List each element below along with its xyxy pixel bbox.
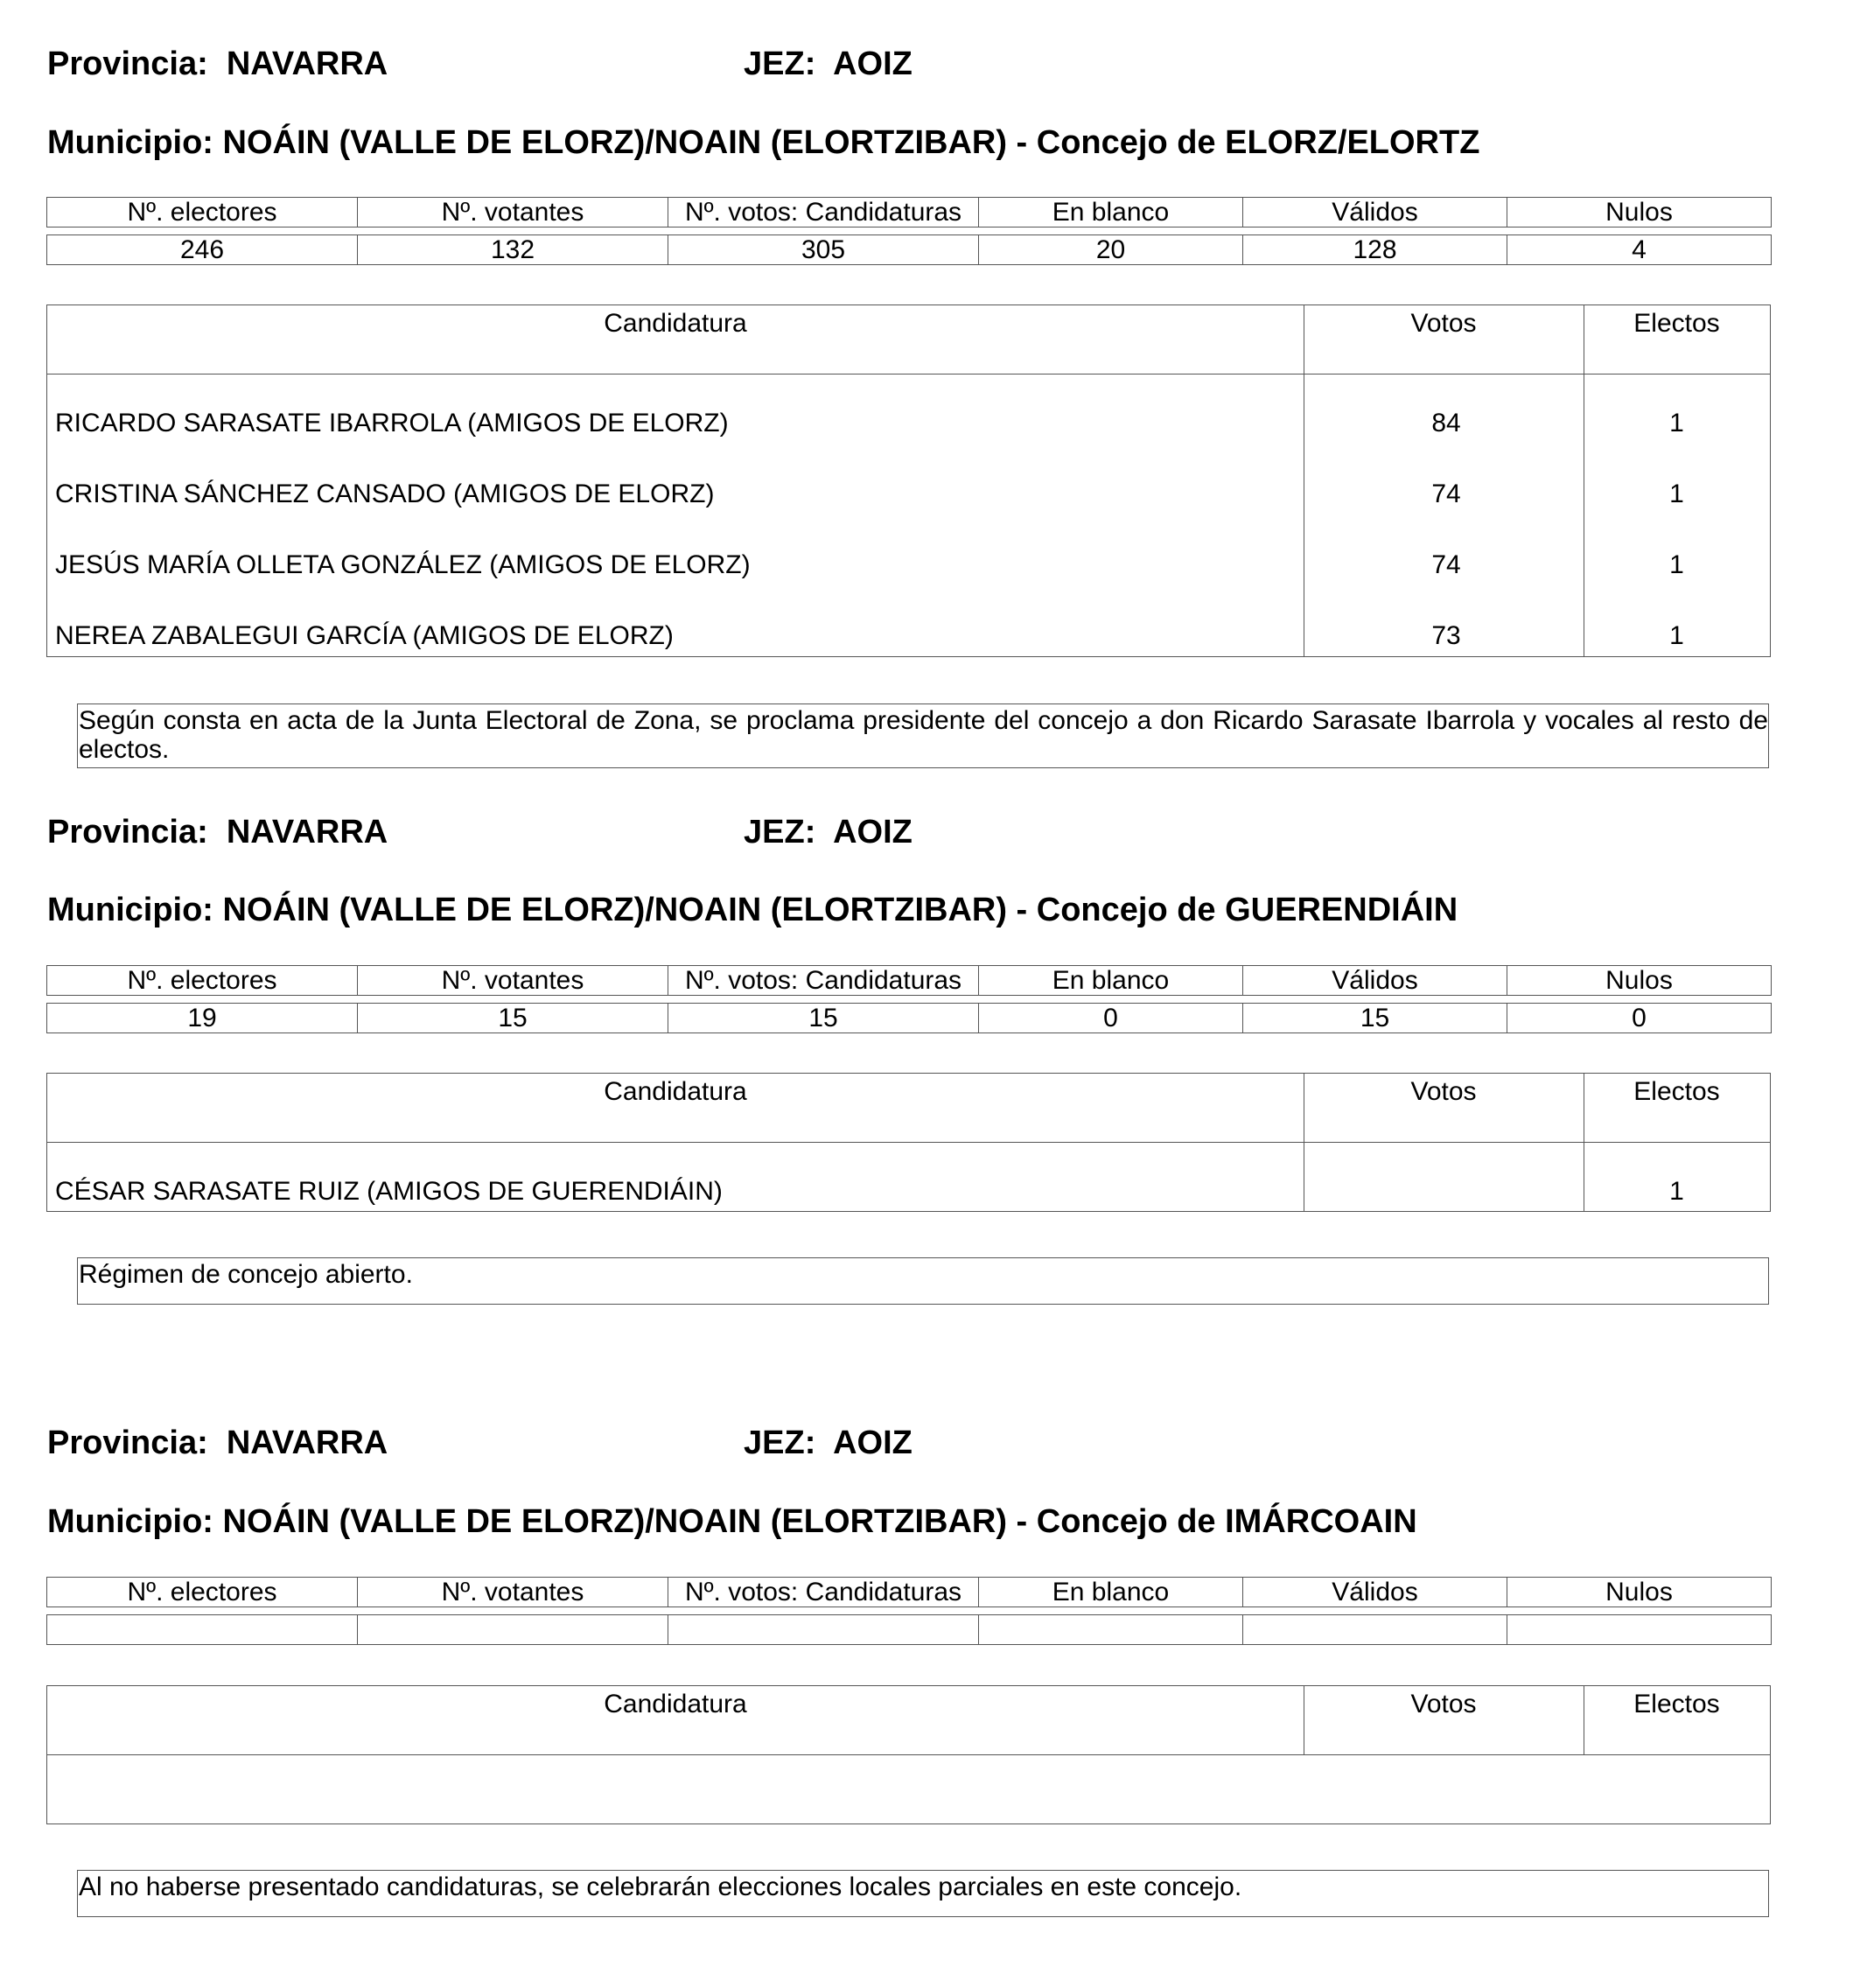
stats-value: 246 [47,235,358,265]
stats-value [979,1615,1243,1645]
stats-header: Válidos [1243,966,1507,996]
jez-line [744,814,913,851]
candidates-header [47,1074,1770,1143]
candidatura-header: Candidatura [604,1690,747,1718]
municipio-value: NOÁIN (VALLE DE ELORZ)/NOAIN (ELORTZIBAR) - Concejo de IMÁRCOAIN [222,1503,1417,1540]
stats-value: 15 [668,1004,979,1033]
candidate-votos: 84 [1431,409,1461,438]
stats-value: 4 [1507,235,1772,265]
stats-header: Nº. votos: Candidaturas [668,198,979,228]
stats-header: Nº. votantes [358,198,668,228]
stats-header: Nulos [1507,1578,1772,1607]
jez-value: AOIZ [833,46,913,82]
provincia-value: NAVARRA [226,46,388,82]
jez-label: JEZ: [744,1424,816,1461]
candidate-electos: 1 [1669,621,1684,650]
stats-value: 0 [1507,1004,1772,1033]
provincia-label: Provincia: [47,814,208,850]
candidate-row [47,445,1770,516]
candidate-name: RICARDO SARASATE IBARROLA (AMIGOS DE ELORZ) [55,409,729,438]
candidate-votos: 74 [1431,480,1461,508]
stats-value [1243,1615,1507,1645]
municipio-label: Municipio: [47,124,213,161]
stats-value [668,1615,979,1645]
candidate-electos: 1 [1669,480,1684,508]
electos-header: Electos [1633,309,1720,338]
candidate-electos: 1 [1669,409,1684,438]
stats-header: Nº. electores [47,1578,358,1607]
stats-table [46,197,1772,265]
stats-header: Nº. votantes [358,966,668,996]
stats-value: 15 [358,1004,668,1033]
provincia-line [47,1424,388,1462]
stats-value: 128 [1243,235,1507,265]
municipio-label: Municipio: [47,892,213,928]
candidate-name: CÉSAR SARASATE RUIZ (AMIGOS DE GUERENDIÁIN) [55,1177,723,1206]
provincia-value: NAVARRA [226,1424,388,1461]
provincia-line [47,46,388,83]
candidate-name: JESÚS MARÍA OLLETA GONZÁLEZ (AMIGOS DE ELORZ) [55,550,751,579]
candidatura-header: Candidatura [604,309,747,338]
candidate-votos: 74 [1431,550,1461,579]
provincia-label: Provincia: [47,1424,208,1461]
stats-value: 305 [668,235,979,265]
stats-value: 19 [47,1004,358,1033]
stats-value: 15 [1243,1004,1507,1033]
candidates-table [46,1073,1771,1212]
provincia-line [47,814,388,851]
stats-header: Nulos [1507,966,1772,996]
jez-line [744,46,913,83]
jez-label: JEZ: [744,814,816,850]
municipio-line [47,124,1479,162]
candidate-row [47,587,1770,658]
candidates-table [46,304,1771,657]
stats-value [1507,1615,1772,1645]
candidates-header [47,305,1770,374]
candidate-votos: 73 [1431,621,1461,650]
candidates-header [47,1686,1770,1755]
jez-value: AOIZ [833,1424,913,1461]
stats-header: Nº. votos: Candidaturas [668,1578,979,1607]
jez-line [744,1424,913,1462]
stats-value [47,1615,358,1645]
stats-value [358,1615,668,1645]
stats-table [46,965,1772,1033]
votos-header: Votos [1410,1077,1477,1106]
stats-header: Nº. electores [47,198,358,228]
stats-value-row [47,1004,1772,1033]
stats-header: Nº. votos: Candidaturas [668,966,979,996]
provincia-value: NAVARRA [226,814,388,850]
candidate-row [47,1143,1770,1214]
stats-value-row [47,1615,1772,1645]
municipio-value: NOÁIN (VALLE DE ELORZ)/NOAIN (ELORTZIBAR) - Concejo de ELORZ/ELORTZ [222,124,1480,161]
candidate-row [47,516,1770,587]
stats-header: En blanco [979,1578,1243,1607]
stats-header-row [47,198,1772,228]
stats-table [46,1577,1772,1645]
provincia-label: Provincia: [47,46,208,82]
candidate-electos: 1 [1669,550,1684,579]
stats-header: En blanco [979,966,1243,996]
stats-header: En blanco [979,198,1243,228]
candidatura-header: Candidatura [604,1077,747,1106]
candidate-electos: 1 [1669,1177,1684,1206]
municipio-value: NOÁIN (VALLE DE ELORZ)/NOAIN (ELORTZIBAR) - Concejo de GUERENDIÁIN [222,892,1458,928]
stats-header: Nº. electores [47,966,358,996]
jez-label: JEZ: [744,46,816,82]
stats-header: Válidos [1243,1578,1507,1607]
stats-value: 132 [358,235,668,265]
electos-header: Electos [1633,1690,1720,1718]
jez-value: AOIZ [833,814,913,850]
concejo-note: Al no haberse presentado candidaturas, se celebrarán elecciones locales parciales en este concejo. [77,1870,1769,1917]
stats-value-row [47,235,1772,265]
stats-header: Nº. votantes [358,1578,668,1607]
stats-header: Nulos [1507,198,1772,228]
proclamation-note: Según consta en acta de la Junta Electoral de Zona, se proclama presidente del concejo a don Ricardo Sarasate Ibarrola y vocales al resto de electos. [77,704,1769,768]
stats-header-row [47,966,1772,996]
stats-value: 0 [979,1004,1243,1033]
candidates-table [46,1685,1771,1824]
municipio-line [47,1503,1417,1541]
stats-header-row [47,1578,1772,1607]
candidate-row [47,374,1770,445]
municipio-label: Municipio: [47,1503,213,1540]
municipio-line [47,892,1458,929]
stats-header: Válidos [1243,198,1507,228]
votos-header: Votos [1410,309,1477,338]
concejo-note: Régimen de concejo abierto. [77,1257,1769,1305]
votos-header: Votos [1410,1690,1477,1718]
stats-value: 20 [979,235,1243,265]
electos-header: Electos [1633,1077,1720,1106]
candidate-name: NEREA ZABALEGUI GARCÍA (AMIGOS DE ELORZ) [55,621,674,650]
candidate-name: CRISTINA SÁNCHEZ CANSADO (AMIGOS DE ELORZ) [55,480,715,508]
